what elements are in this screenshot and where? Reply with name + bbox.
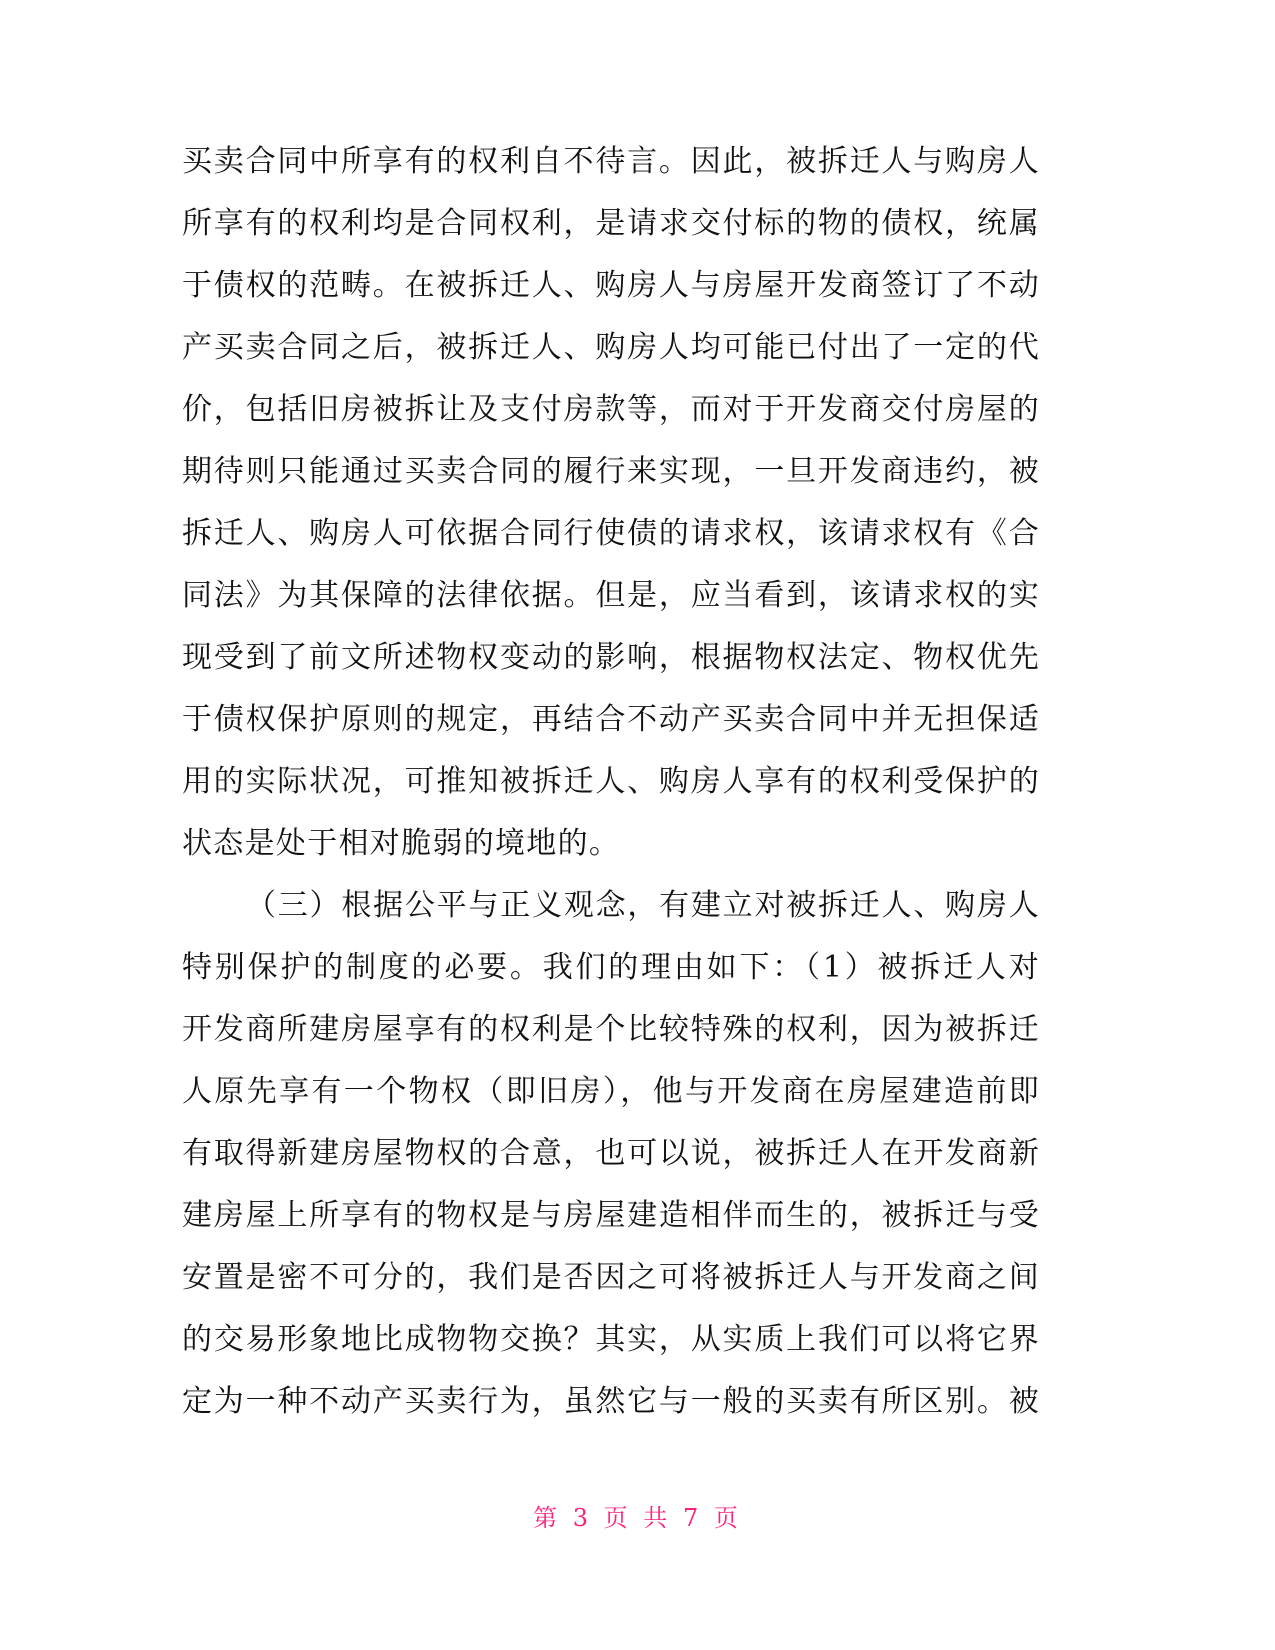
text-line: 人原先享有一个物权（即旧房），他与开发商在房屋建造前即 xyxy=(182,1074,1040,1109)
text-line: 所享有的权利均是合同权利，是请求交付标的物的债权，统属 xyxy=(182,206,1040,241)
text-line: 用的实际状况，可推知被拆迁人、购房人享有的权利受保护的 xyxy=(182,764,1040,799)
text-line: 有取得新建房屋物权的合意，也可以说，被拆迁人在开发商新 xyxy=(182,1136,1040,1171)
text-line: 开发商所建房屋享有的权利是个比较特殊的权利，因为被拆迁 xyxy=(182,1012,1040,1047)
text-line: 产买卖合同之后，被拆迁人、购房人均可能已付出了一定的代 xyxy=(182,330,1040,365)
text-line: 建房屋上所享有的物权是与房屋建造相伴而生的，被拆迁与受 xyxy=(182,1198,1040,1233)
text-line: 价，包括旧房被拆让及支付房款等，而对于开发商交付房屋的 xyxy=(182,392,1040,427)
text-line: 同法》为其保障的法律依据。但是，应当看到，该请求权的实 xyxy=(182,578,1040,613)
text-line: 于债权保护原则的规定，再结合不动产买卖合同中并无担保适 xyxy=(182,702,1040,737)
text-line: 现受到了前文所述物权变动的影响，根据物权法定、物权优先 xyxy=(182,640,1040,675)
page-number-footer: 第 3 页 共 7 页 xyxy=(533,1504,742,1532)
text-line: 定为一种不动产买卖行为，虽然它与一般的买卖有所区别。被 xyxy=(182,1384,1040,1419)
text-line: 于债权的范畴。在被拆迁人、购房人与房屋开发商签订了不动 xyxy=(182,268,1040,303)
section-heading-line: （三）根据公平与正义观念，有建立对被拆迁人、购房人 xyxy=(246,888,1040,923)
text-line: 特别保护的制度的必要。我们的理由如下：（1）被拆迁人对 xyxy=(182,950,1040,985)
text-line: 拆迁人、购房人可依据合同行使债的请求权，该请求权有《合 xyxy=(182,516,1040,551)
text-line: 的交易形象地比成物物交换？其实，从实质上我们可以将它界 xyxy=(182,1322,1040,1357)
text-line: 买卖合同中所享有的权利自不待言。因此，被拆迁人与购房人 xyxy=(182,144,1040,179)
text-line: 期待则只能通过买卖合同的履行来实现，一旦开发商违约，被 xyxy=(182,454,1040,489)
text-line: 安置是密不可分的，我们是否因之可将被拆迁人与开发商之间 xyxy=(182,1260,1040,1295)
text-line: 状态是处于相对脆弱的境地的。 xyxy=(182,826,621,861)
